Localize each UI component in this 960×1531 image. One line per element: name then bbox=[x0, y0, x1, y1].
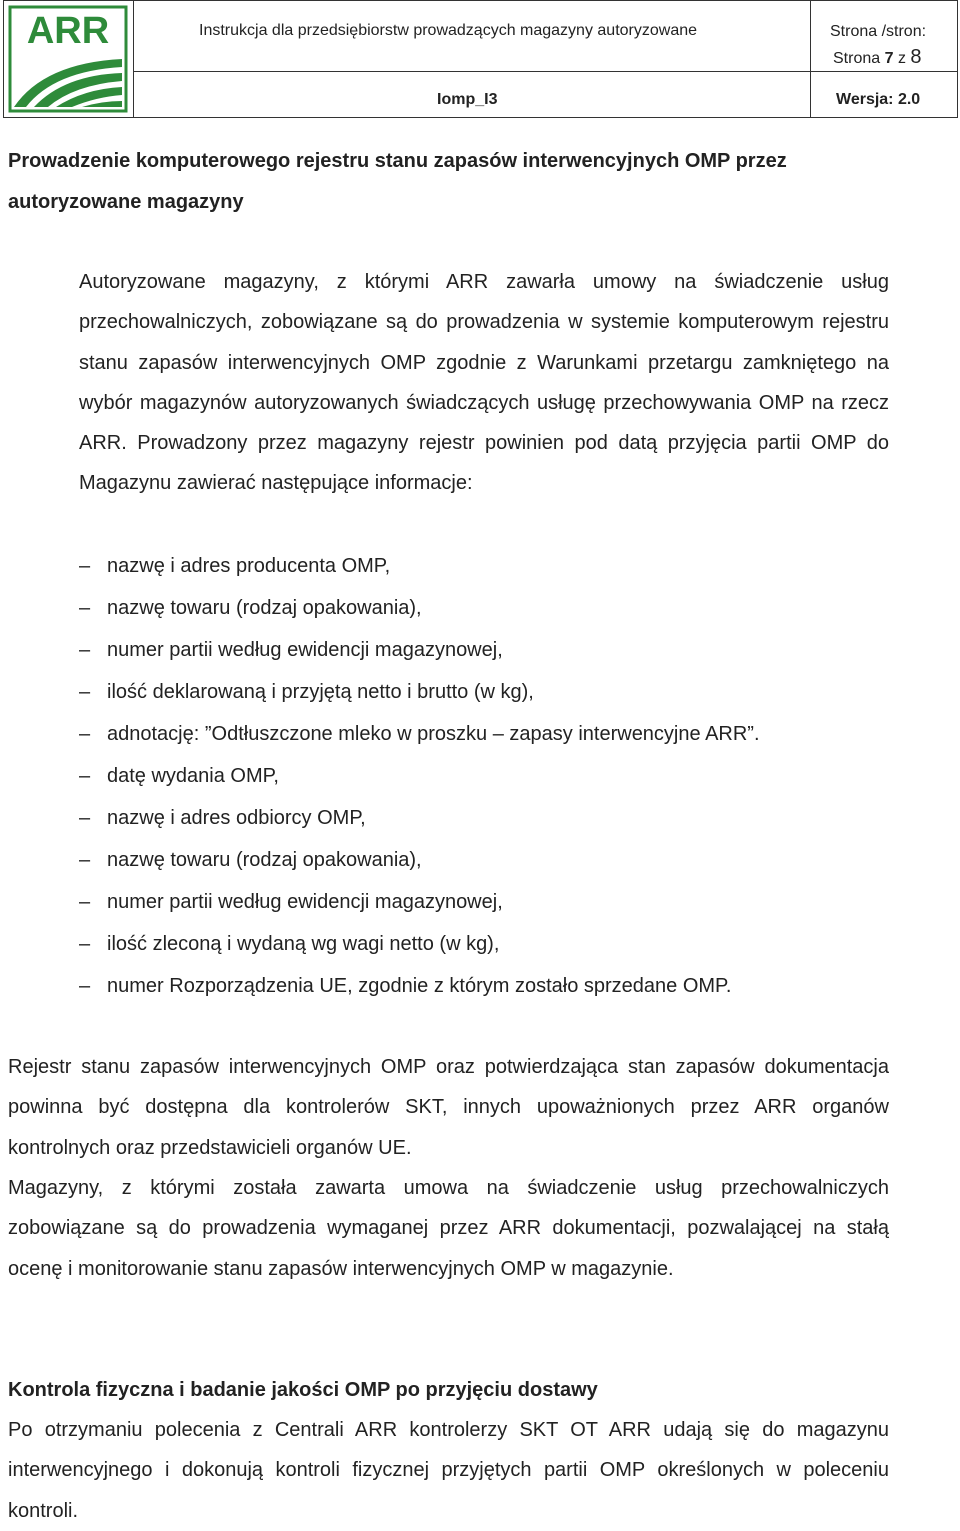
list-item: – ilość zleconą i wydaną wg wagi netto (w kg), bbox=[79, 923, 760, 965]
dash-marker: – bbox=[79, 891, 91, 913]
list-item: – adnotację: ”Odtłuszczone mleko w proszku – zapasy interwencyjne ARR”. bbox=[79, 713, 760, 755]
page-number bbox=[833, 46, 922, 69]
document-title: Instrukcja dla przedsiębiorstw prowadzących magazyny autoryzowane bbox=[199, 22, 698, 39]
list-item: – numer partii według ewidencji magazynowej, bbox=[79, 881, 760, 923]
dash-marker: – bbox=[79, 597, 91, 619]
list-item: – nazwę towaru (rodzaj opakowania), bbox=[79, 587, 760, 629]
header-divider bbox=[810, 1, 811, 117]
documentation-paragraph: Magazyny, z którymi została zawarta umowa na świadczenie usług przechowalniczych zobowiązane są do prowadzenia wymaganej przez ARR dokumentacji, pozwalającej na stałą ocenę i monitorowanie stanu zapasów interwencyjnych OMP w magazynie. bbox=[8, 1177, 889, 1280]
list-item: – nazwę i adres odbiorcy OMP, bbox=[79, 797, 760, 839]
header-divider-horizontal bbox=[134, 71, 957, 72]
dash-marker: – bbox=[79, 933, 91, 955]
list-item: – nazwę towaru (rodzaj opakowania), bbox=[79, 839, 760, 881]
page-label: Strona /stron: bbox=[830, 23, 927, 40]
list-item: – nazwę i adres producenta OMP, bbox=[79, 545, 760, 587]
info-list bbox=[79, 545, 760, 1007]
logo-text: ARR bbox=[26, 10, 110, 52]
dash-marker: – bbox=[79, 807, 91, 829]
page-current: 7 bbox=[884, 50, 894, 67]
dash-marker: – bbox=[79, 723, 91, 745]
dash-marker: – bbox=[79, 849, 91, 871]
control-paragraph: Po otrzymaniu polecenia z Centrali ARR kontrolerzy SKT OT ARR udają się do magazynu interwencyjnego i dokonują kontroli fizycznej przyjętych partii OMP określonych w poleceniu kontroli. bbox=[8, 1419, 889, 1522]
list-item: – numer partii według ewidencji magazynowej, bbox=[79, 629, 760, 671]
list-item: – datę wydania OMP, bbox=[79, 755, 760, 797]
intro-paragraph: Autoryzowane magazyny, z którymi ARR zawarła umowy na świadczenie usług przechowalniczych, zobowiązane są do prowadzenia w systemie komputerowym rejestru stanu zapasów interwencyjnych OMP zgodnie z Warunkami przetargu zamkniętego na wybór magazynów autoryzowanych świadczących usługę przechowywania OMP na rzecz ARR. Prowadzony przez magazyny rejestr powinien pod datą przyjęcia partii OMP do Magazynu zawierać następujące informacje: bbox=[79, 271, 889, 495]
arr-logo bbox=[4, 1, 132, 117]
section-title: Prowadzenie komputerowego rejestru stanu zapasów interwencyjnych OMP przez autoryzowane magazyny bbox=[8, 150, 787, 213]
list-item: – numer Rozporządzenia UE, zgodnie z którym zostało sprzedane OMP. bbox=[79, 965, 760, 1007]
dash-marker: – bbox=[79, 555, 91, 577]
logo-cell bbox=[4, 1, 134, 117]
page-prefix: Strona bbox=[833, 50, 881, 67]
dash-marker: – bbox=[79, 639, 91, 661]
page-sep: z bbox=[897, 50, 906, 67]
document-code: Iomp_I3 bbox=[437, 91, 498, 108]
dash-marker: – bbox=[79, 975, 91, 997]
registry-paragraph: Rejestr stanu zapasów interwencyjnych OMP oraz potwierdzająca stan zapasów dokumentacja powinna być dostępna dla kontrolerów SKT, innych upoważnionych przez ARR organów kontrolnych oraz przedstawicieli organów UE. bbox=[8, 1056, 889, 1159]
page-total: 8 bbox=[910, 46, 922, 68]
section-heading: Kontrola fizyczna i badanie jakości OMP po przyjęciu dostawy bbox=[8, 1379, 598, 1401]
dash-marker: – bbox=[79, 765, 91, 787]
dash-marker: – bbox=[79, 681, 91, 703]
document-version: Wersja: 2.0 bbox=[836, 91, 921, 108]
list-item: – ilość deklarowaną i przyjętą netto i brutto (w kg), bbox=[79, 671, 760, 713]
